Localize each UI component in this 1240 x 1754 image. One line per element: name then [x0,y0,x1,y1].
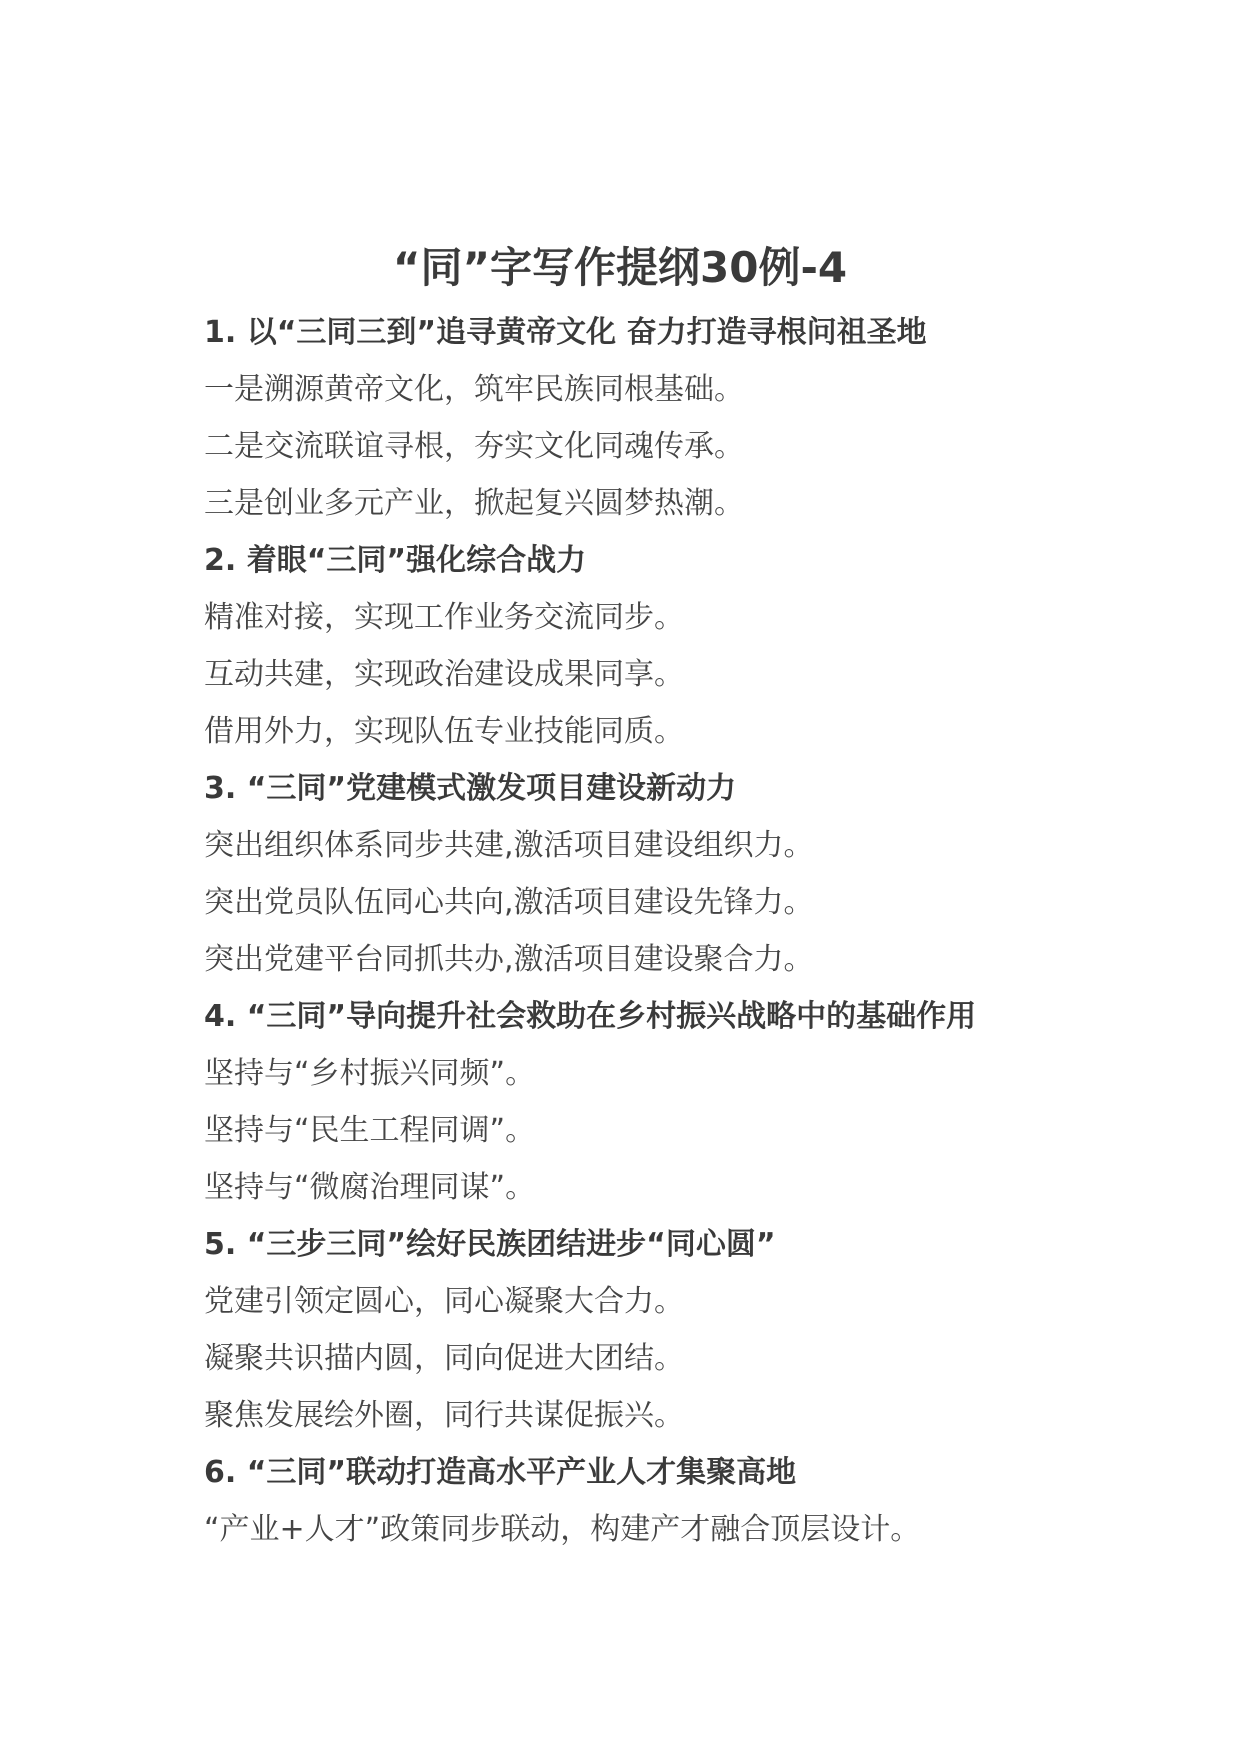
document-title: “同”字写作提纲30例-4 [392,243,848,292]
section-item: 借用外力，实现队伍专业技能同质。 [204,714,684,749]
section-item: 二是交流联谊寻根，夯实文化同魂传承。 [204,429,744,464]
section-heading: 5. “三步三同”绘好民族团结进步“同心圆” [204,1227,776,1262]
section-heading: 6. “三同”联动打造高水平产业人才集聚高地 [204,1455,797,1490]
section-item: 党建引领定圆心，同心凝聚大合力。 [204,1284,684,1319]
section-item: 精准对接，实现工作业务交流同步。 [204,600,684,635]
section-heading: 2. 着眼“三同”强化综合战力 [204,543,587,578]
section-item: 坚持与“微腐治理同谋”。 [204,1170,536,1205]
section-item: 坚持与“乡村振兴同频”。 [204,1056,536,1091]
section-item: 突出党员队伍同心共向,激活项目建设先锋力。 [204,885,814,920]
section-item: 凝聚共识描内圆，同向促进大团结。 [204,1341,684,1376]
section-item: 突出组织体系同步共建,激活项目建设组织力。 [204,828,814,863]
document-body [204,304,1104,1558]
section-item: 聚焦发展绘外圈，同行共谋促振兴。 [204,1398,684,1433]
section-item: 坚持与“民生工程同调”。 [204,1113,536,1148]
section-heading: 4. “三同”导向提升社会救助在乡村振兴战略中的基础作用 [204,999,977,1034]
section-item: 突出党建平台同抓共办,激活项目建设聚合力。 [204,942,814,977]
section-heading: 1. 以“三同三到”追寻黄帝文化 奋力打造寻根问祖圣地 [204,315,927,350]
section-item: 互动共建，实现政治建设成果同享。 [204,657,684,692]
section-item: “产业+人才”政策同步联动，构建产才融合顶层设计。 [204,1512,921,1547]
section-item: 一是溯源黄帝文化，筑牢民族同根基础。 [204,372,744,407]
section-heading: 3. “三同”党建模式激发项目建设新动力 [204,771,737,806]
section-item: 三是创业多元产业，掀起复兴圆梦热潮。 [204,486,744,521]
